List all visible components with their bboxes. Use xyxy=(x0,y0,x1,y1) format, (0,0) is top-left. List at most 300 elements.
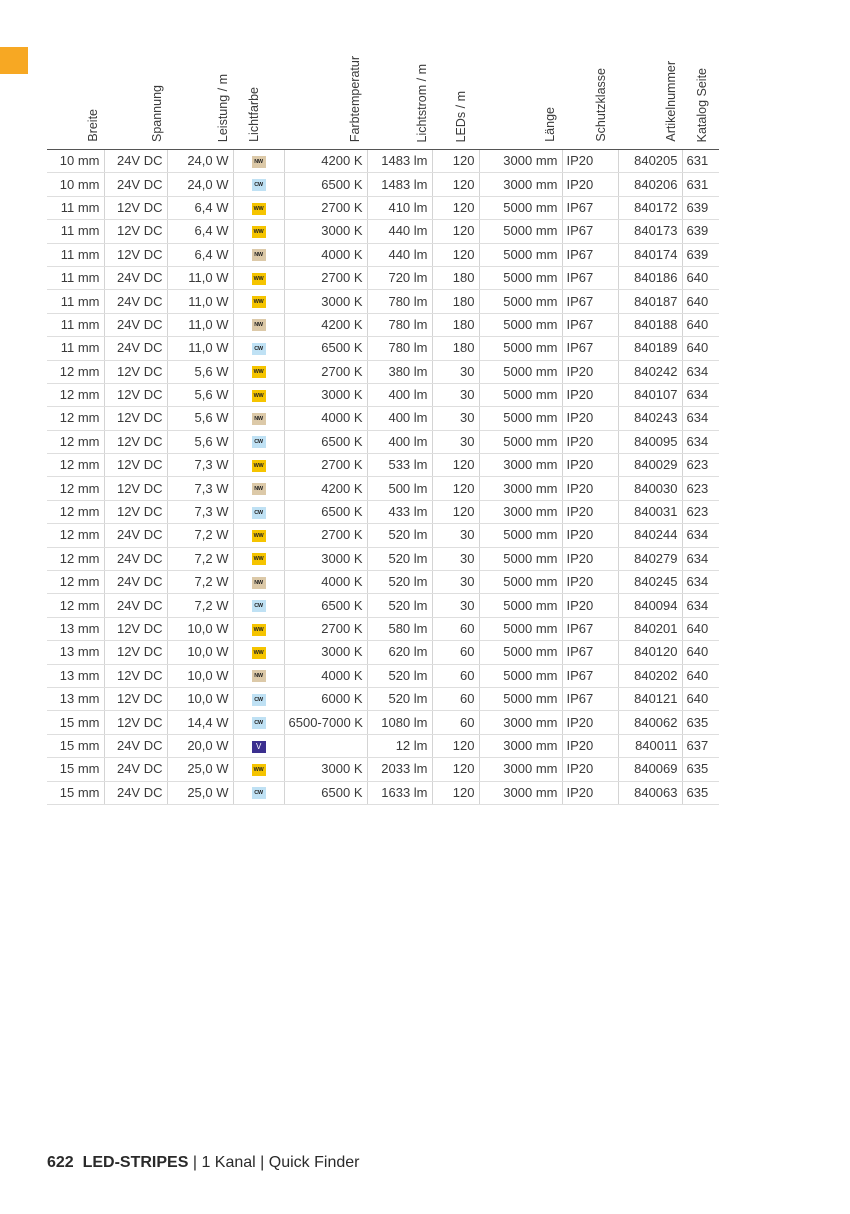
cell-breite: 12 mm xyxy=(47,430,104,453)
cell-breite: 12 mm xyxy=(47,524,104,547)
page-footer xyxy=(47,1154,359,1172)
cell-lichtstrom: 780 lm xyxy=(367,337,432,360)
cell-katalog-seite: 640 xyxy=(682,617,719,640)
cell-breite: 12 mm xyxy=(47,547,104,570)
cell-lichtstrom: 400 lm xyxy=(367,430,432,453)
cell-breite: 15 mm xyxy=(47,711,104,734)
cell-laenge: 5000 mm xyxy=(479,290,562,313)
cell-leistung: 25,0 W xyxy=(167,758,233,781)
table-row xyxy=(47,360,719,383)
cell-lichtstrom: 780 lm xyxy=(367,313,432,336)
cell-lichtstrom: 620 lm xyxy=(367,641,432,664)
cell-laenge: 3000 mm xyxy=(479,477,562,500)
col-header-leistung: Leistung / m xyxy=(167,40,233,150)
cell-leds: 180 xyxy=(432,290,479,313)
cell-spannung: 12V DC xyxy=(104,383,167,406)
cell-artikelnummer: 840031 xyxy=(618,500,682,523)
cell-breite: 15 mm xyxy=(47,758,104,781)
cell-leds: 30 xyxy=(432,383,479,406)
cell-schutzklasse: IP67 xyxy=(562,664,618,687)
cell-schutzklasse: IP67 xyxy=(562,617,618,640)
cell-laenge: 5000 mm xyxy=(479,220,562,243)
table-row xyxy=(47,150,719,173)
table-row xyxy=(47,407,719,430)
cell-breite: 11 mm xyxy=(47,337,104,360)
cell-artikelnummer: 840201 xyxy=(618,617,682,640)
cell-schutzklasse: IP20 xyxy=(562,758,618,781)
cell-leistung: 25,0 W xyxy=(167,781,233,804)
cell-farbtemperatur: 3000 K xyxy=(284,383,367,406)
cell-laenge: 5000 mm xyxy=(479,266,562,289)
cell-leds: 30 xyxy=(432,524,479,547)
cell-schutzklasse: IP67 xyxy=(562,313,618,336)
cell-spannung: 24V DC xyxy=(104,758,167,781)
cell-farbtemperatur: 4000 K xyxy=(284,243,367,266)
cell-farbtemperatur: 6500 K xyxy=(284,594,367,617)
cell-leds: 180 xyxy=(432,337,479,360)
col-header-lichtfarbe: Lichtfarbe xyxy=(233,40,284,150)
cell-lichtfarbe xyxy=(233,664,284,687)
footer-page-title: Quick Finder xyxy=(268,1154,360,1171)
cell-spannung: 24V DC xyxy=(104,524,167,547)
cell-schutzklasse: IP20 xyxy=(562,407,618,430)
cell-spannung: 12V DC xyxy=(104,360,167,383)
cell-leistung: 5,6 W xyxy=(167,383,233,406)
light-color-badge-icon: WW xyxy=(252,553,266,565)
cell-leds: 30 xyxy=(432,430,479,453)
cell-laenge: 5000 mm xyxy=(479,407,562,430)
cell-leds: 60 xyxy=(432,711,479,734)
cell-artikelnummer: 840243 xyxy=(618,407,682,430)
cell-lichtstrom: 440 lm xyxy=(367,220,432,243)
table-row xyxy=(47,524,719,547)
cell-lichtstrom: 410 lm xyxy=(367,196,432,219)
table-row xyxy=(47,243,719,266)
cell-laenge: 5000 mm xyxy=(479,430,562,453)
cell-schutzklasse: IP20 xyxy=(562,150,618,173)
table-row xyxy=(47,430,719,453)
light-color-badge-icon: CW xyxy=(252,436,266,448)
cell-katalog-seite: 634 xyxy=(682,547,719,570)
cell-schutzklasse: IP67 xyxy=(562,220,618,243)
cell-farbtemperatur: 4000 K xyxy=(284,664,367,687)
cell-leds: 120 xyxy=(432,173,479,196)
cell-leistung: 24,0 W xyxy=(167,150,233,173)
cell-laenge: 3000 mm xyxy=(479,734,562,757)
footer-separator: | xyxy=(192,1154,197,1171)
cell-artikelnummer: 840186 xyxy=(618,266,682,289)
cell-breite: 13 mm xyxy=(47,664,104,687)
cell-lichtstrom: 520 lm xyxy=(367,524,432,547)
table-row xyxy=(47,500,719,523)
cell-farbtemperatur: 3000 K xyxy=(284,290,367,313)
cell-katalog-seite: 637 xyxy=(682,734,719,757)
cell-lichtstrom: 440 lm xyxy=(367,243,432,266)
cell-laenge: 5000 mm xyxy=(479,641,562,664)
cell-laenge: 5000 mm xyxy=(479,313,562,336)
cell-lichtfarbe xyxy=(233,383,284,406)
table-row xyxy=(47,594,719,617)
cell-schutzklasse: IP20 xyxy=(562,360,618,383)
cell-farbtemperatur: 3000 K xyxy=(284,758,367,781)
table-row xyxy=(47,664,719,687)
cell-leds: 120 xyxy=(432,781,479,804)
cell-artikelnummer: 840188 xyxy=(618,313,682,336)
light-color-badge-icon: WW xyxy=(252,647,266,659)
table-row xyxy=(47,454,719,477)
cell-leistung: 7,2 W xyxy=(167,594,233,617)
cell-lichtfarbe xyxy=(233,758,284,781)
col-header-schutzklasse: Schutzklasse xyxy=(562,40,618,150)
cell-katalog-seite: 640 xyxy=(682,687,719,710)
cell-farbtemperatur: 6500 K xyxy=(284,500,367,523)
footer-subsection: 1 Kanal xyxy=(201,1154,256,1171)
cell-leistung: 5,6 W xyxy=(167,360,233,383)
cell-lichtstrom: 780 lm xyxy=(367,290,432,313)
cell-lichtstrom: 1080 lm xyxy=(367,711,432,734)
cell-farbtemperatur: 3000 K xyxy=(284,547,367,570)
cell-schutzklasse: IP20 xyxy=(562,477,618,500)
light-color-badge-icon: CW xyxy=(252,717,266,729)
cell-katalog-seite: 634 xyxy=(682,430,719,453)
cell-lichtstrom: 500 lm xyxy=(367,477,432,500)
cell-lichtfarbe xyxy=(233,594,284,617)
table-row xyxy=(47,266,719,289)
footer-separator: | xyxy=(260,1154,265,1171)
cell-lichtstrom: 1633 lm xyxy=(367,781,432,804)
light-color-badge-icon: WW xyxy=(252,764,266,776)
cell-leistung: 14,4 W xyxy=(167,711,233,734)
cell-spannung: 12V DC xyxy=(104,477,167,500)
cell-spannung: 12V DC xyxy=(104,407,167,430)
cell-farbtemperatur: 4000 K xyxy=(284,571,367,594)
cell-spannung: 24V DC xyxy=(104,173,167,196)
light-color-badge-icon: CW xyxy=(252,343,266,355)
cell-farbtemperatur: 3000 K xyxy=(284,220,367,243)
cell-katalog-seite: 640 xyxy=(682,266,719,289)
cell-leistung: 6,4 W xyxy=(167,243,233,266)
cell-breite: 12 mm xyxy=(47,454,104,477)
cell-spannung: 12V DC xyxy=(104,500,167,523)
cell-breite: 12 mm xyxy=(47,407,104,430)
table-row xyxy=(47,337,719,360)
cell-breite: 12 mm xyxy=(47,477,104,500)
cell-farbtemperatur: 2700 K xyxy=(284,524,367,547)
cell-leistung: 11,0 W xyxy=(167,337,233,360)
cell-lichtstrom: 2033 lm xyxy=(367,758,432,781)
cell-breite: 11 mm xyxy=(47,243,104,266)
light-color-badge-icon: NW xyxy=(252,413,266,425)
cell-spannung: 24V DC xyxy=(104,337,167,360)
col-header-farbtemperatur: Farbtemperatur xyxy=(284,40,367,150)
cell-spannung: 24V DC xyxy=(104,266,167,289)
cell-leds: 120 xyxy=(432,150,479,173)
table-row xyxy=(47,781,719,804)
light-color-badge-icon: NW xyxy=(252,319,266,331)
cell-katalog-seite: 634 xyxy=(682,383,719,406)
cell-breite: 15 mm xyxy=(47,734,104,757)
cell-lichtstrom: 520 lm xyxy=(367,664,432,687)
cell-farbtemperatur xyxy=(284,734,367,757)
cell-lichtfarbe xyxy=(233,734,284,757)
cell-leistung: 6,4 W xyxy=(167,220,233,243)
light-color-badge-icon: NW xyxy=(252,483,266,495)
cell-katalog-seite: 635 xyxy=(682,781,719,804)
cell-lichtfarbe xyxy=(233,454,284,477)
cell-artikelnummer: 840030 xyxy=(618,477,682,500)
cell-spannung: 24V DC xyxy=(104,734,167,757)
cell-katalog-seite: 634 xyxy=(682,594,719,617)
cell-katalog-seite: 640 xyxy=(682,290,719,313)
cell-leds: 180 xyxy=(432,266,479,289)
cell-lichtstrom: 520 lm xyxy=(367,547,432,570)
cell-laenge: 5000 mm xyxy=(479,617,562,640)
cell-artikelnummer: 840242 xyxy=(618,360,682,383)
cell-lichtfarbe xyxy=(233,290,284,313)
cell-breite: 12 mm xyxy=(47,500,104,523)
cell-laenge: 3000 mm xyxy=(479,711,562,734)
cell-artikelnummer: 840202 xyxy=(618,664,682,687)
cell-katalog-seite: 634 xyxy=(682,524,719,547)
cell-artikelnummer: 840063 xyxy=(618,781,682,804)
cell-leistung: 24,0 W xyxy=(167,173,233,196)
cell-breite: 11 mm xyxy=(47,196,104,219)
light-color-badge-icon: CW xyxy=(252,507,266,519)
cell-laenge: 5000 mm xyxy=(479,196,562,219)
light-color-badge-icon: NW xyxy=(252,670,266,682)
cell-lichtfarbe xyxy=(233,220,284,243)
cell-katalog-seite: 631 xyxy=(682,150,719,173)
cell-artikelnummer: 840172 xyxy=(618,196,682,219)
cell-farbtemperatur: 6500 K xyxy=(284,337,367,360)
table-row xyxy=(47,220,719,243)
table-row xyxy=(47,711,719,734)
cell-lichtstrom: 533 lm xyxy=(367,454,432,477)
cell-lichtfarbe xyxy=(233,524,284,547)
cell-lichtstrom: 400 lm xyxy=(367,407,432,430)
light-color-badge-icon: WW xyxy=(252,203,266,215)
cell-lichtfarbe xyxy=(233,360,284,383)
cell-lichtfarbe xyxy=(233,711,284,734)
cell-lichtstrom: 400 lm xyxy=(367,383,432,406)
cell-lichtfarbe xyxy=(233,477,284,500)
cell-katalog-seite: 640 xyxy=(682,664,719,687)
cell-breite: 11 mm xyxy=(47,313,104,336)
cell-lichtstrom: 1483 lm xyxy=(367,173,432,196)
cell-artikelnummer: 840174 xyxy=(618,243,682,266)
cell-laenge: 5000 mm xyxy=(479,664,562,687)
cell-breite: 12 mm xyxy=(47,360,104,383)
cell-spannung: 12V DC xyxy=(104,641,167,664)
cell-laenge: 5000 mm xyxy=(479,524,562,547)
cell-artikelnummer: 840062 xyxy=(618,711,682,734)
cell-katalog-seite: 639 xyxy=(682,220,719,243)
cell-lichtfarbe xyxy=(233,687,284,710)
cell-breite: 12 mm xyxy=(47,383,104,406)
cell-schutzklasse: IP20 xyxy=(562,430,618,453)
cell-leistung: 11,0 W xyxy=(167,290,233,313)
cell-leds: 120 xyxy=(432,454,479,477)
cell-katalog-seite: 635 xyxy=(682,758,719,781)
cell-leistung: 7,3 W xyxy=(167,454,233,477)
table-row xyxy=(47,617,719,640)
cell-schutzklasse: IP20 xyxy=(562,734,618,757)
cell-schutzklasse: IP67 xyxy=(562,290,618,313)
cell-leistung: 7,3 W xyxy=(167,500,233,523)
cell-katalog-seite: 634 xyxy=(682,571,719,594)
light-color-badge-icon: WW xyxy=(252,296,266,308)
cell-artikelnummer: 840279 xyxy=(618,547,682,570)
cell-artikelnummer: 840173 xyxy=(618,220,682,243)
cell-spannung: 24V DC xyxy=(104,150,167,173)
cell-leistung: 10,0 W xyxy=(167,641,233,664)
col-header-katalog-seite: Katalog Seite xyxy=(682,40,719,150)
table-row xyxy=(47,571,719,594)
cell-artikelnummer: 840206 xyxy=(618,173,682,196)
cell-farbtemperatur: 4200 K xyxy=(284,313,367,336)
cell-laenge: 5000 mm xyxy=(479,571,562,594)
header-row xyxy=(47,40,719,150)
cell-leistung: 5,6 W xyxy=(167,407,233,430)
cell-spannung: 24V DC xyxy=(104,781,167,804)
cell-schutzklasse: IP20 xyxy=(562,173,618,196)
table-row xyxy=(47,547,719,570)
quick-finder-table xyxy=(47,40,719,805)
cell-leistung: 11,0 W xyxy=(167,313,233,336)
cell-spannung: 24V DC xyxy=(104,290,167,313)
cell-katalog-seite: 623 xyxy=(682,454,719,477)
cell-lichtfarbe xyxy=(233,337,284,360)
cell-schutzklasse: IP20 xyxy=(562,383,618,406)
cell-farbtemperatur: 4200 K xyxy=(284,150,367,173)
cell-farbtemperatur: 2700 K xyxy=(284,617,367,640)
cell-spannung: 24V DC xyxy=(104,571,167,594)
table-row xyxy=(47,758,719,781)
cell-lichtstrom: 520 lm xyxy=(367,571,432,594)
cell-schutzklasse: IP20 xyxy=(562,781,618,804)
cell-artikelnummer: 840120 xyxy=(618,641,682,664)
cell-farbtemperatur: 3000 K xyxy=(284,641,367,664)
light-color-badge-icon: NW xyxy=(252,577,266,589)
col-header-laenge: Länge xyxy=(479,40,562,150)
cell-artikelnummer: 840094 xyxy=(618,594,682,617)
cell-laenge: 5000 mm xyxy=(479,243,562,266)
table-row xyxy=(47,196,719,219)
cell-breite: 10 mm xyxy=(47,150,104,173)
cell-breite: 12 mm xyxy=(47,571,104,594)
cell-lichtfarbe xyxy=(233,173,284,196)
col-header-spannung: Spannung xyxy=(104,40,167,150)
cell-artikelnummer: 840107 xyxy=(618,383,682,406)
cell-breite: 11 mm xyxy=(47,220,104,243)
cell-farbtemperatur: 2700 K xyxy=(284,360,367,383)
cell-artikelnummer: 840011 xyxy=(618,734,682,757)
table-row xyxy=(47,687,719,710)
cell-farbtemperatur: 2700 K xyxy=(284,454,367,477)
cell-farbtemperatur: 6500 K xyxy=(284,173,367,196)
cell-lichtstrom: 520 lm xyxy=(367,687,432,710)
cell-spannung: 24V DC xyxy=(104,594,167,617)
cell-artikelnummer: 840187 xyxy=(618,290,682,313)
cell-breite: 13 mm xyxy=(47,617,104,640)
cell-katalog-seite: 640 xyxy=(682,313,719,336)
cell-breite: 10 mm xyxy=(47,173,104,196)
cell-laenge: 5000 mm xyxy=(479,594,562,617)
cell-leistung: 7,2 W xyxy=(167,571,233,594)
table-row xyxy=(47,313,719,336)
cell-farbtemperatur: 4000 K xyxy=(284,407,367,430)
cell-lichtstrom: 520 lm xyxy=(367,594,432,617)
light-color-badge-icon: V xyxy=(252,741,266,753)
cell-katalog-seite: 623 xyxy=(682,477,719,500)
cell-breite: 11 mm xyxy=(47,290,104,313)
cell-leds: 60 xyxy=(432,641,479,664)
light-color-badge-icon: WW xyxy=(252,226,266,238)
cell-lichtfarbe xyxy=(233,430,284,453)
cell-breite: 11 mm xyxy=(47,266,104,289)
cell-leistung: 10,0 W xyxy=(167,687,233,710)
cell-leds: 30 xyxy=(432,407,479,430)
table-row xyxy=(47,290,719,313)
cell-lichtstrom: 433 lm xyxy=(367,500,432,523)
col-header-leds: LEDs / m xyxy=(432,40,479,150)
cell-leds: 60 xyxy=(432,664,479,687)
cell-laenge: 3000 mm xyxy=(479,173,562,196)
cell-leds: 120 xyxy=(432,500,479,523)
cell-lichtstrom: 12 lm xyxy=(367,734,432,757)
cell-leistung: 6,4 W xyxy=(167,196,233,219)
light-color-badge-icon: WW xyxy=(252,624,266,636)
cell-artikelnummer: 840189 xyxy=(618,337,682,360)
cell-lichtfarbe xyxy=(233,243,284,266)
light-color-badge-icon: NW xyxy=(252,156,266,168)
cell-leistung: 7,2 W xyxy=(167,524,233,547)
cell-schutzklasse: IP67 xyxy=(562,641,618,664)
cell-leds: 120 xyxy=(432,243,479,266)
cell-lichtfarbe xyxy=(233,407,284,430)
page-number: 622 xyxy=(47,1154,74,1171)
cell-laenge: 5000 mm xyxy=(479,383,562,406)
cell-leds: 30 xyxy=(432,571,479,594)
cell-laenge: 5000 mm xyxy=(479,547,562,570)
cell-leds: 30 xyxy=(432,594,479,617)
cell-spannung: 12V DC xyxy=(104,687,167,710)
cell-laenge: 3000 mm xyxy=(479,454,562,477)
cell-laenge: 5000 mm xyxy=(479,337,562,360)
cell-spannung: 12V DC xyxy=(104,243,167,266)
cell-schutzklasse: IP20 xyxy=(562,500,618,523)
cell-leds: 120 xyxy=(432,196,479,219)
cell-katalog-seite: 640 xyxy=(682,641,719,664)
cell-leistung: 5,6 W xyxy=(167,430,233,453)
cell-leds: 120 xyxy=(432,220,479,243)
cell-laenge: 3000 mm xyxy=(479,781,562,804)
cell-farbtemperatur: 2700 K xyxy=(284,196,367,219)
cell-lichtstrom: 580 lm xyxy=(367,617,432,640)
cell-breite: 13 mm xyxy=(47,687,104,710)
cell-leds: 30 xyxy=(432,360,479,383)
cell-farbtemperatur: 6000 K xyxy=(284,687,367,710)
table-row xyxy=(47,734,719,757)
table-body xyxy=(47,150,719,805)
cell-schutzklasse: IP20 xyxy=(562,547,618,570)
cell-artikelnummer: 840244 xyxy=(618,524,682,547)
cell-schutzklasse: IP20 xyxy=(562,711,618,734)
light-color-badge-icon: CW xyxy=(252,600,266,612)
cell-katalog-seite: 639 xyxy=(682,196,719,219)
cell-artikelnummer: 840095 xyxy=(618,430,682,453)
cell-lichtfarbe xyxy=(233,500,284,523)
